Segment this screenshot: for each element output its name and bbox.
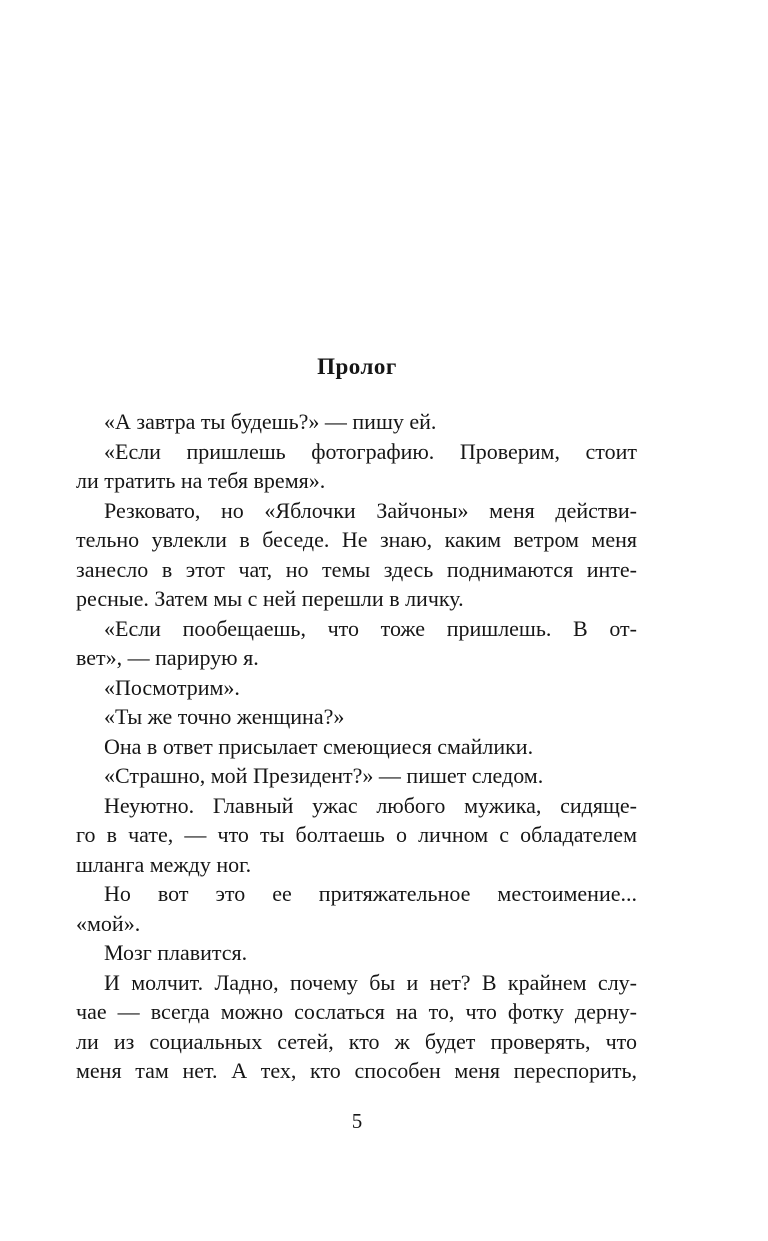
text-line: «Страшно, мой Президент?» — пишет следом. [104, 763, 544, 788]
text-line: «Если пообещаешь, что тоже пришлешь. В от- [104, 615, 637, 641]
text-line: Резковато, но «Яблочки Зайчоны» меня действи- [104, 497, 637, 523]
text-line: Неуютно. Главный ужас любого мужика, сидяще- [104, 792, 637, 818]
text-line: вет», — парирую я. [76, 645, 259, 670]
text-line: меня там нет. А тех, кто способен меня переспорить, [76, 1058, 637, 1083]
text-line: ли из социальных сетей, кто ж будет проверять, что [76, 1028, 637, 1054]
text-line: «Посмотрим». [104, 674, 240, 700]
text-line: шланга между ног. [76, 851, 252, 877]
text-line: И молчит. Ладно, почему бы и нет? В крайнем слу- [104, 969, 637, 995]
text-line: го в чате, — что ты болтаешь о личном с обладателем [76, 822, 637, 847]
text-line: «Если пришлешь фотографию. Проверим, стоит [104, 438, 637, 464]
text-line: ресные. Затем мы с ней перешли в личку. [76, 586, 464, 611]
text-line: Она в ответ присылает смеющиеся смайлики. [104, 733, 534, 759]
text-line: Мозг плавится. [104, 940, 248, 965]
text-line: «А завтра ты будешь?» — пишу ей. [104, 409, 437, 434]
text-line: занесло в этот чат, но темы здесь поднимаются инте- [76, 556, 637, 582]
text-line: ли тратить на тебя время». [76, 468, 326, 493]
text-line: «мой». [76, 910, 141, 936]
text-line: тельно увлекли в беседе. Не знаю, каким ветром меня [76, 527, 637, 552]
chapter-title: Пролог [317, 354, 397, 379]
body-text [76, 407, 637, 1086]
text-line: «Ты же точно женщина?» [104, 704, 345, 729]
text-line: чае — всегда можно сослаться на то, что фотку дерну- [76, 999, 637, 1024]
text-line: Но вот это ее притяжательное местоимение... [104, 881, 637, 906]
page-number: 5 [351, 1109, 363, 1133]
